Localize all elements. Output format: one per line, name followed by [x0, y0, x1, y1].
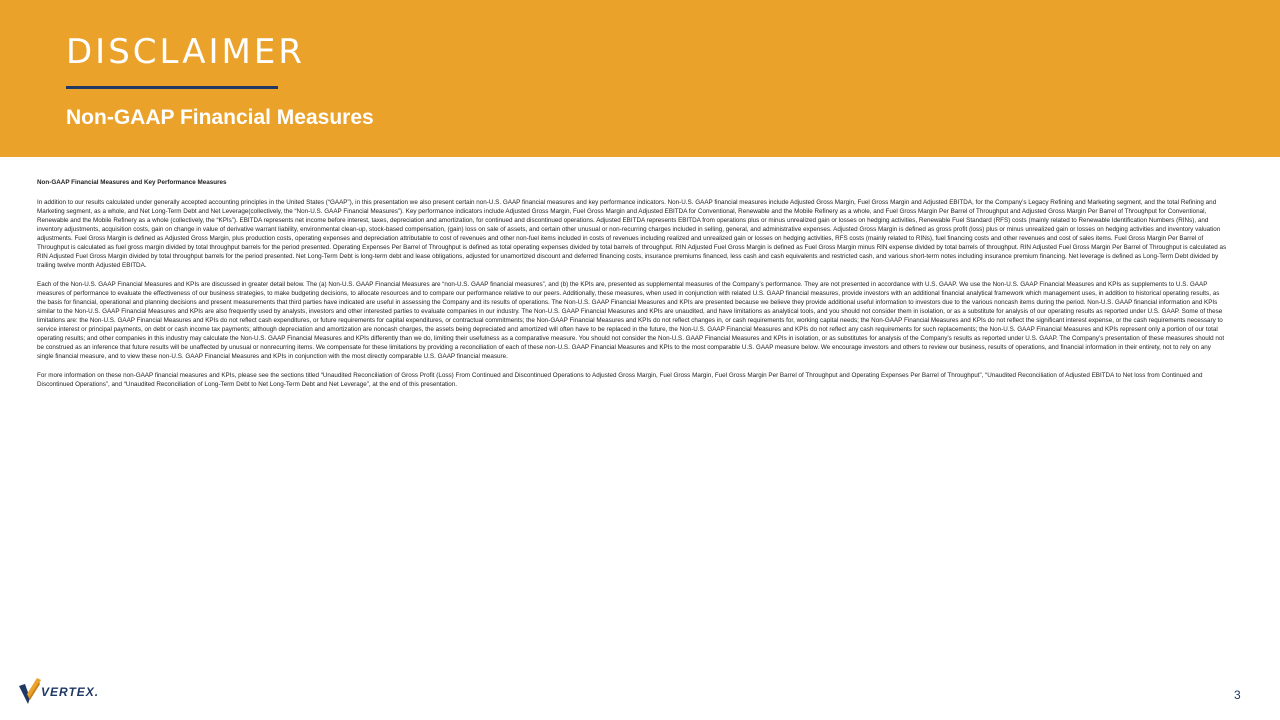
paragraph-more-info: For more information on these non-GAAP financial measures and KPIs, please see the sections titled “Unaudited Reconciliation of Gross Profit (Loss) From Continued and Discontinued Operations to Adjusted Gross Margin, Fuel Gross Margin, Fuel Gross Margin Per Barrel of Throughput and Operating Expenses Per Barrel of Throughput”, “Unaudited Reconciliation of Adjusted EBITDA to Net loss from Continued and Discontinued Operations”, and “Unaudited Reconciliation of Long-Term Debt to Net Long-Term Debt and Net Leverage”, at the end of this presentation.: [37, 372, 1203, 388]
page-title: DISCLAIMER: [66, 32, 305, 72]
title-underline: [66, 86, 278, 89]
header-banner: [0, 0, 1280, 157]
vertex-check-icon: [19, 676, 41, 706]
disclaimer-body: [37, 178, 1227, 399]
paragraph-definitions: In addition to our results calculated under generally accepted accounting principles in the United States (“GAAP”), in this presentation we also present certain non-U.S. GAAP financial measures and key performance indicators. Non-U.S. GAAP financial measures include Adjusted Gross Margin, Fuel Gross Margin and Adjusted EBITDA, for the Company’s Legacy Refining and Marketing segment, and the total Refining and Marketing segment, as a whole, and Net Long-Term Debt and Net Leverage(collectively, the “Non-U.S. GAAP Financial Measures”). Key performance indicators include Adjusted Gross Margin, Fuel Gross Margin and Adjusted EBITDA for Conventional, Renewable and the Mobile Refinery as a whole, and Fuel Gross Margin Per Barrel of Throughput and Adjusted Gross Margin Per Barrel of Throughput for Conventional, Renewable and the Mobile Refinery as a whole (collectively, the “KPIs”). EBITDA represents net income before interest, taxes, depreciation and amortization, for continued and discontinued operations. Adjusted EBITDA represents EBITDA from operations plus or minus unrealized gain or losses on hedging activities, Renewable Fuel Standard (RFS) costs (mainly related to Renewable Identification Numbers (RINs), and inventory adjustments, acquisition costs, gain on change in value of derivative warrant liability, environmental clean-up, stock-based compensation, (gain) loss on sale of assets, and certain other unusual or non-recurring charges included in selling, general, and administrative expenses. Adjusted Gross Margin is defined as gross profit (loss) plus or minus unrealized gain or losses on hedging activities and inventory valuation adjustments. Fuel Gross Margin is defined as Adjusted Gross Margin, plus production costs, operating expenses and depreciation attributable to cost of revenues and other non-fuel items included in costs of revenues including realized and unrealized gain or losses on hedging activities, RFS costs (mainly related to RINs), fuel financing costs and other revenues and cost of sales items. Fuel Gross Margin Per Barrel of Throughput is calculated as fuel gross margin divided by total throughput barrels for the period presented. Operating Expenses Per Barrel of Throughput is defined as total operating expenses divided by total barrels of throughput. RIN Adjusted Fuel Gross Margin is defined as Fuel Gross Margin minus RIN expense divided by total barrels of throughput. RIN Adjusted Fuel Gross Margin Per Barrel of Throughput is calculated as RIN Adjusted Fuel Gross Margin divided by total throughput barrels for the period presented. Net Long-Term Debt is long-term debt and lease obligations, adjusted for unamortized discount and deferred financing costs, insurance premiums financed, less cash and cash equivalents and restricted cash, and various short-term notes including insurance premium financing. Net leverage is defined as Long-Term Debt divided by trailing twelve month Adjusted EBITDA.: [37, 199, 1227, 269]
page-subtitle: Non-GAAP Financial Measures: [66, 106, 374, 129]
paragraph-limitations: Each of the Non-U.S. GAAP Financial Measures and KPIs are discussed in greater detail below. The (a) Non-U.S. GAAP Financial Measures are “non-U.S. GAAP financial measures”, and (b) the KPIs are, presented as supplemental measures of the Company’s performance. They are not presented in accordance with U.S. GAAP. We use the Non-U.S. GAAP Financial Measures and KPIs as supplements to U.S. GAAP measures of performance to evaluate the effectiveness of our business strategies, to make budgeting decisions, to allocate resources and to compare our performance relative to our peers. Additionally, these measures, when used in conjunction with related U.S. GAAP financial measures, provide investors with an additional financial analytical framework which management uses, in addition to historical operating results, as the basis for financial, operational and planning decisions and present measurements that third parties have indicated are useful in assessing the Company and its results of operations. The Non-U.S. GAAP Financial Measures and KPIs are presented because we believe they provide additional useful information to investors due to the various noncash items during the period. Non-U.S. GAAP financial information and KPIs similar to the Non-U.S. GAAP Financial Measures and KPIs are also frequently used by analysts, investors and other interested parties to evaluate companies in our industry. The Non-U.S. GAAP Financial Measures and KPIs are unaudited, and have limitations as analytical tools, and you should not consider them in isolation, or as a substitute for analysis of our operating results as reported under U.S. GAAP. Some of these limitations are: the Non-U.S. GAAP Financial Measures and KPIs do not reflect cash expenditures, or future requirements for capital expenditures, or contractual commitments; the Non-GAAP Financial Measures and KPIs do not reflect changes in, or cash requirements for, working capital needs; the Non-GAAP Financial Measures and KPIs do not reflect the significant interest expense, or the cash requirements necessary to service interest or principal payments, on debt or cash income tax payments; although depreciation and amortization are noncash charges, the assets being depreciated and amortized will often have to be replaced in the future, the Non-U.S. GAAP Financial Measures and KPIs do not reflect any cash requirements for such replacements; the Non-U.S. GAAP Financial Measures and KPIs represent only a portion of our total operating results; and other companies in this industry may calculate the Non-U.S. GAAP Financial Measures and KPIs differently than we do, limiting their usefulness as a comparative measure. You should not consider the Non-U.S. GAAP Financial Measures and KPIs in isolation, or as substitutes for analysis of the Company’s results as reported under U.S. GAAP. The Company’s presentation of these measures should not be construed as an inference that future results will be unaffected by unusual or nonrecurring items. We compensate for these limitations by providing a reconciliation of each of these non-U.S. GAAP Financial Measures and KPIs to the most comparable U.S. GAAP measure below. We encourage investors and others to review our business, results of operations, and financial information in their entirety, not to rely on any single financial measure, and to view these non-U.S. GAAP Financial Measures and KPIs in conjunction with the most directly comparable U.S. GAAP financial measure.: [37, 281, 1225, 360]
vertex-logo: [19, 676, 129, 706]
section-heading: Non-GAAP Financial Measures and Key Performance Measures: [37, 179, 227, 186]
page-number: 3: [1234, 688, 1241, 702]
logo-wordmark: VERTEX.: [41, 685, 100, 699]
